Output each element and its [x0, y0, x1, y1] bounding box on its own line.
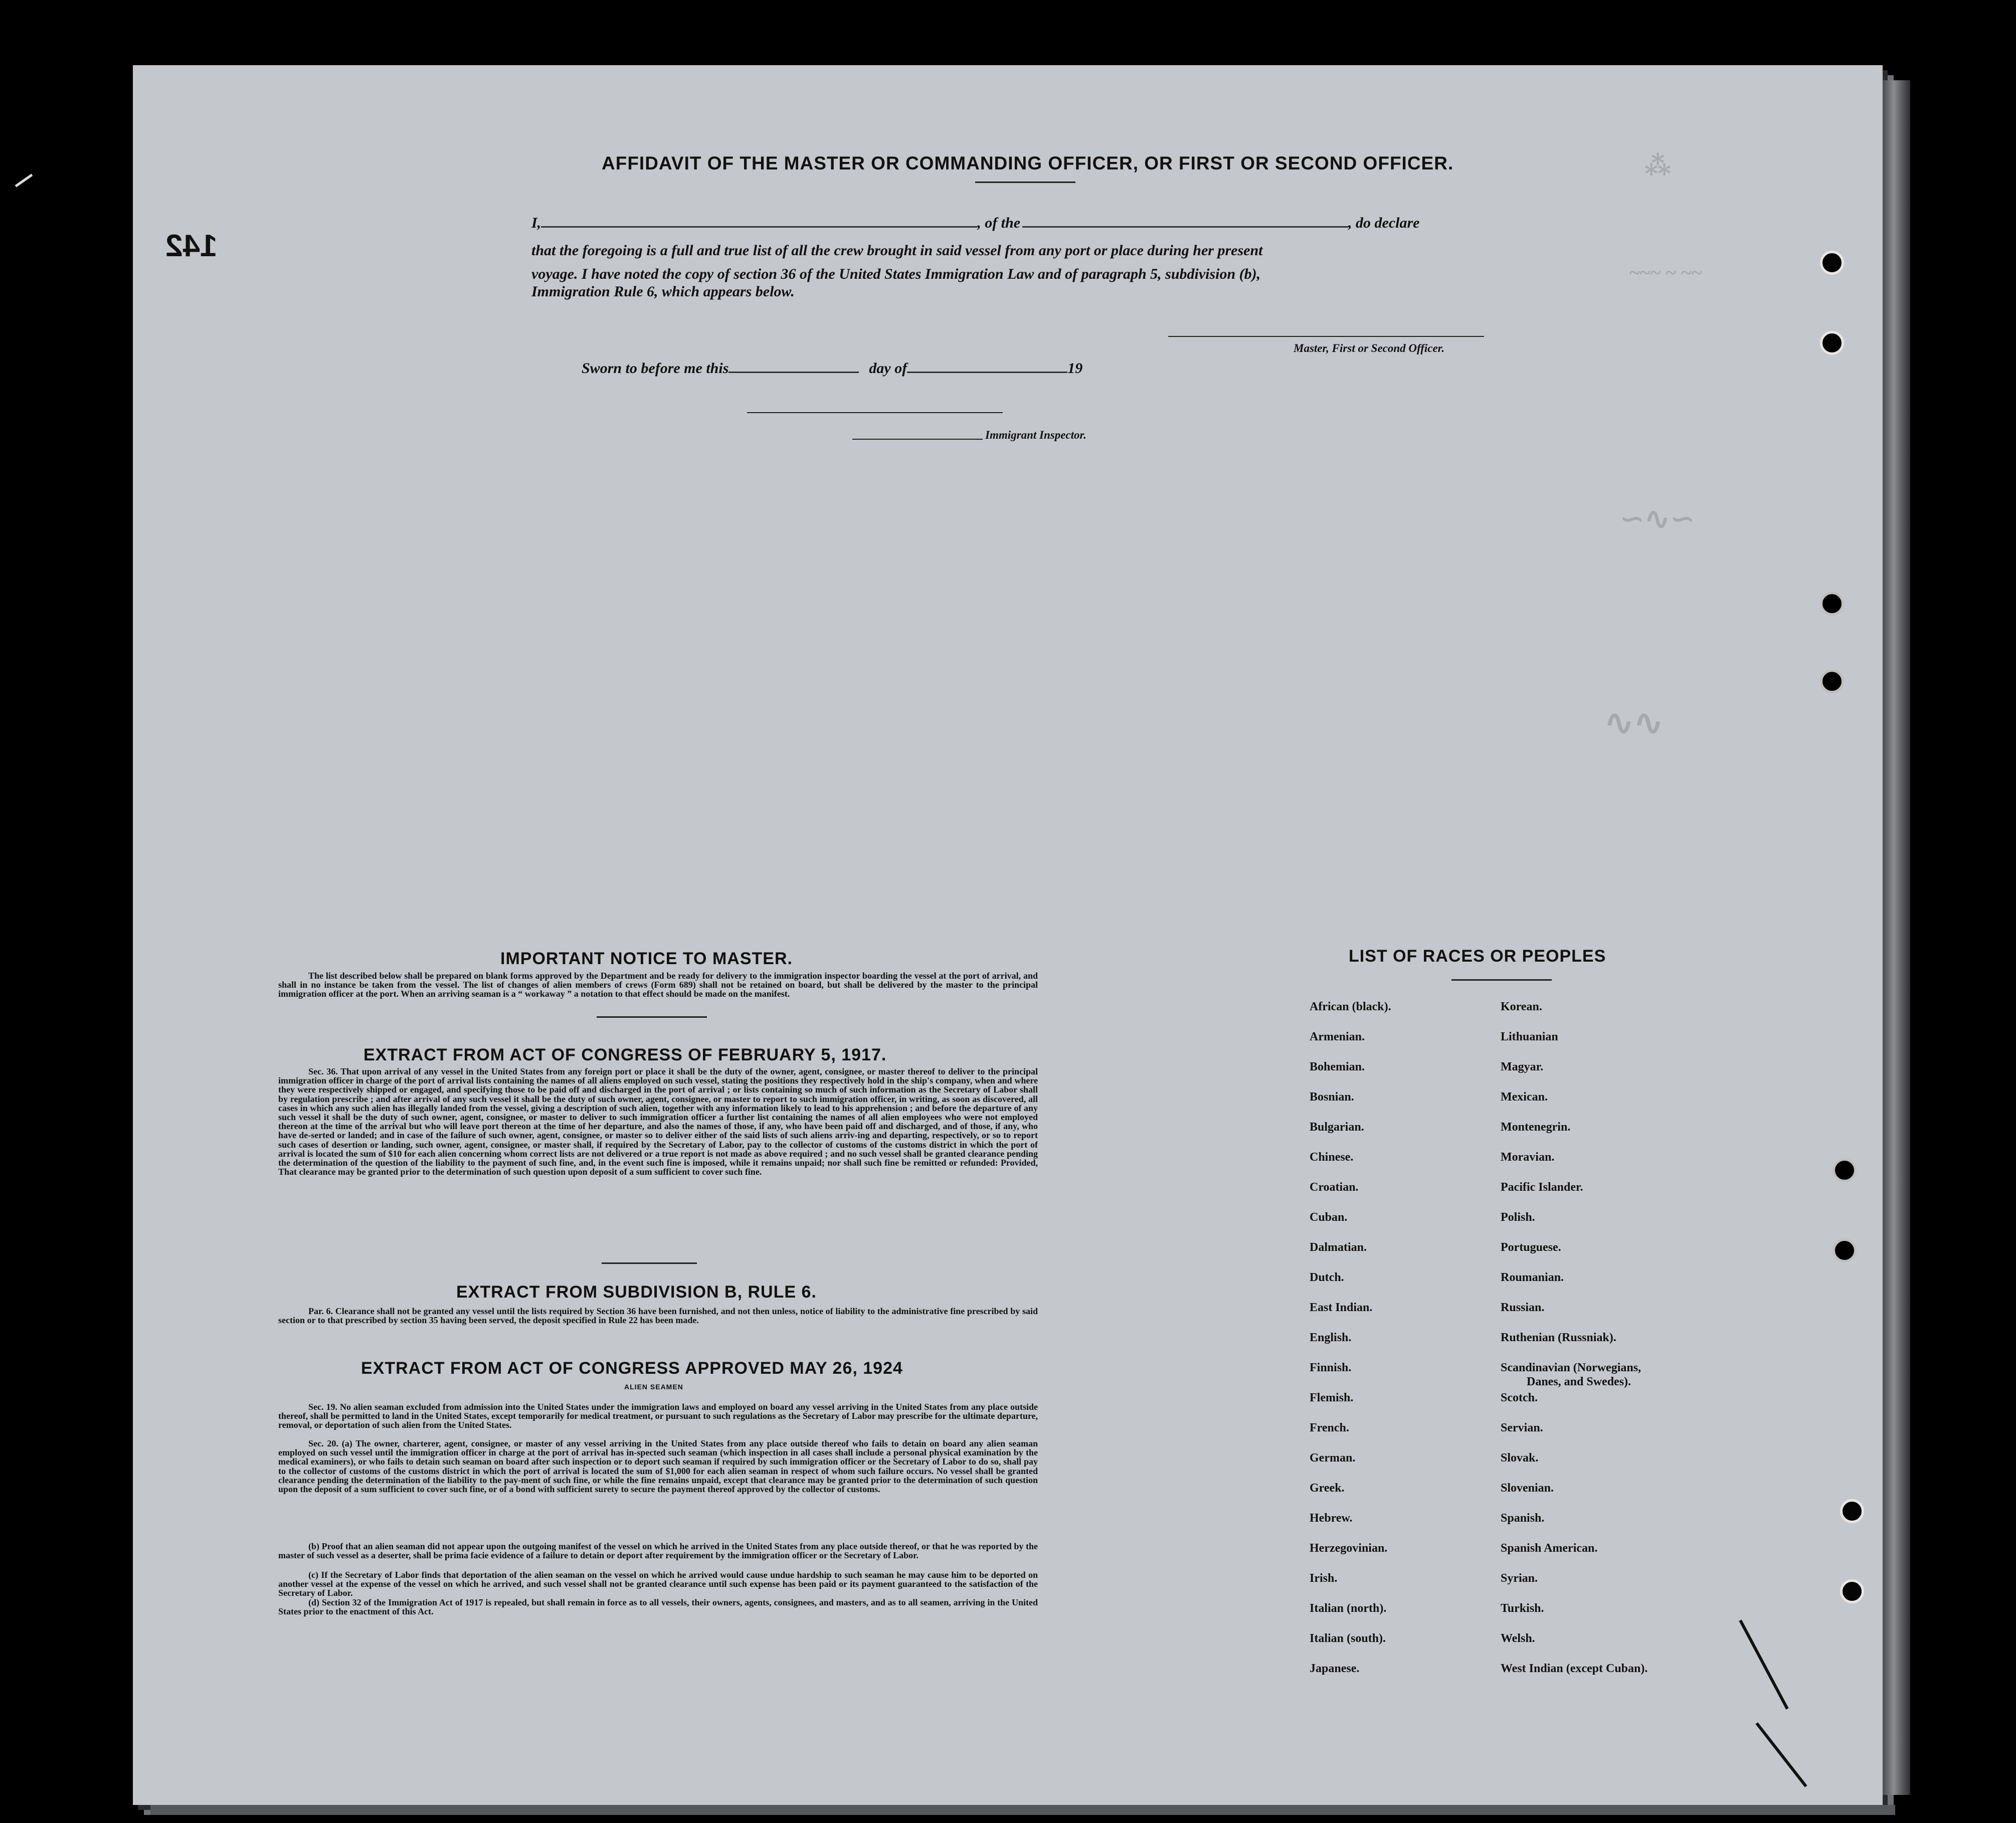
race-item: Irish. [1310, 1572, 1338, 1585]
race-item-cont: Danes, and Swedes). [1527, 1375, 1631, 1388]
punch-hole [1840, 1579, 1864, 1603]
extract-1924-sec20b: (b) Proof that an alien seaman did not appear upon the outgoing manifest of the vessel on which he arrived in the United States from any place outside thereof, or that he was reported by the master of such vessel as a deserter, shall be prima facie evidence of a failure to detain or deport after requirement by the immigration officer or the Secretary of Labor. [278, 1541, 1038, 1561]
inspector-label: Immigrant Inspector. [985, 429, 1086, 441]
race-item: Mexican. [1501, 1090, 1548, 1104]
races-title: LIST OF RACES OR PEOPLES [1349, 947, 1606, 966]
race-item: Pacific Islander. [1501, 1181, 1583, 1194]
extract-1924-sec20d: (d) Section 32 of the Immigration Act of 1917 is repealed, but shall remain in force as to all vessels, their owners, agents, consignees, and masters, and as to all seamen, arriving in the United States prior to the enactment of this Act. [278, 1597, 1038, 1617]
race-item-multiline [1501, 1361, 1647, 1391]
title-rule [975, 181, 1075, 183]
race-item: Dalmatian. [1310, 1241, 1367, 1254]
race-item: Turkish. [1501, 1602, 1544, 1615]
race-item: Roumanian. [1501, 1271, 1564, 1284]
page-edge-bottom [150, 1805, 1895, 1815]
race-item: African (black). [1310, 1000, 1391, 1013]
master-signature-line[interactable] [1168, 336, 1484, 337]
master-label: Master, First or Second Officer. [1294, 342, 1445, 354]
notice-rule [597, 1016, 707, 1018]
race-item: Polish. [1501, 1211, 1535, 1224]
declaration-line-4: Immigration Rule 6, which appears below. [531, 283, 795, 300]
race-item: Syrian. [1501, 1572, 1538, 1585]
extract-1924-sec20a: Sec. 20. (a) The owner, charterer, agent, consignee, or master of any vessel arriving in the United States from any place outside thereof who fails to detain on board any alien seaman employed on such vessel until the immigration officer in charge at the port of arrival has in-spected such seaman (which inspection in all cases shall include a personal physical examination by the medical examiners), or who fails to detain such seaman on board after such inspection or to deport such seaman if required by such immigration officer or the Secretary of Labor to do so, shall pay to the collector of customs of the customs district in which the port of arrival is located the sum of $1,000 for each alien seaman in respect of whom such failure occurs. No vessel shall be granted clearance pending the determination of the liability to the pay-ment of such fine, or while the fine remains unpaid, except that clearance may be granted prior to the determination of such question upon the deposit of a sum sufficient to cover such fine, or of a bond with sufficient surety to secure the payment thereof approved by the collector of customs. [278, 1438, 1038, 1495]
race-item: Dutch. [1310, 1271, 1344, 1284]
bleed-through: ⁂ [1644, 152, 1672, 180]
race-item: Slovenian. [1501, 1482, 1554, 1495]
extract-rule6-title: EXTRACT FROM SUBDIVISION B, RULE 6. [456, 1283, 817, 1302]
punch-hole [1840, 1499, 1864, 1523]
vessel-field[interactable] [1022, 226, 1348, 228]
race-item: Moravian. [1501, 1151, 1555, 1164]
races-rule [1451, 979, 1552, 981]
race-item: Bohemian. [1310, 1060, 1365, 1073]
bleed-through: ~~~ ~ ~~ [1629, 261, 1702, 284]
race-item: Greek. [1310, 1482, 1345, 1495]
race-item: Japanese. [1310, 1662, 1360, 1675]
race-item: Bulgarian. [1310, 1121, 1364, 1134]
punch-hole [1832, 1158, 1857, 1182]
punch-hole [1820, 669, 1844, 693]
extract-1924-sec20c: (c) If the Secretary of Labor finds that deportation of the alien seaman on the vessel on which he arrived would cause undue hardship to such seaman he may cause him to be deported on another vessel at the expense of the vessel on which he arrived, and such vessel shall not be granted clearance until such expense has been paid or its payment guaranteed to the satisfaction of the Secretary of Labor. [278, 1570, 1038, 1598]
race-item: Ruthenian (Russniak). [1501, 1331, 1616, 1344]
race-item: Bosnian. [1310, 1090, 1354, 1104]
race-item: English. [1310, 1331, 1352, 1344]
extract-1917-text: Sec. 36. That upon arrival of any vessel in the United States from any foreign port or place it shall be the duty of the owner, agent, consignee, or master thereof to deliver to the principal immigration officer in charge of the port of arrival lists containing the names of all aliens employed on such vessel, stating the positions they respectively hold in the ship's company, when and where they were respectively shipped or engaged, and specifying those to be paid off and discharged in the port of arrival ; or lists containing so much of such information as the Secretary of Labor shall by regulation prescribe ; and after arrival of any such vessel it shall be the duty of such owner, agent, consignee, or master to report to such immigration officer, in writing, as soon as discovered, all cases in which any such alien has illegally landed from the vessel, giving a description of such alien, together with any information likely to lead to his apprehension ; and before the departure of any such vessel it shall be the duty of such owner, agent, consignee, or master to deliver to such immigration officer a further list containing the names of all alien employees who were not employed thereon at the time of the arrival but who will leave port thereon at the time of her departure, and also the names of those, if any, who have been paid off and discharged, and of those, if any, who have de-serted or landed; and in case of the failure of such owner, agent, consignee, or master so to deliver either of the said lists of such aliens arriv-ing and departing, respectively, or so to report such cases of desertion or landing, such owner, agent, consignee, or master shall, if required by the Secretary of Labor, pay to the collector of customs of the customs district in which the port of arrival is located the sum of $10 for each alien concerning whom correct lists are not delivered or a true report is not made as above required ; and no such vessel shall be granted clearance pending the determination of the question of the liability to the payment of such fine, and, in the event such fine is imposed, while it remains unpaid; nor shall such fine be remitted or refunded: Provided, That clearance may be granted prior to the determination of such question upon deposit of a sum sufficient to cover such fine. [278, 1066, 1038, 1177]
extract-1917-title: EXTRACT FROM ACT OF CONGRESS OF FEBRUARY 5, 1917. [363, 1045, 887, 1064]
extract-1924-sec19: Sec. 19. No alien seaman excluded from admission into the United States under the immigration laws and employed on board any vessel arriving in the United States from any place outside thereof, shall be permitted to land in the United States, except temporarily for medical treatment, or pursuant to such regulations as the Secretary of Labor may prescribe for the ultimate departure, removal, or deportation of such alien from the United States. [278, 1402, 1038, 1430]
extract-1924-title: EXTRACT FROM ACT OF CONGRESS APPROVED MAY 26, 1924 [361, 1359, 903, 1378]
race-item: Spanish American. [1501, 1542, 1598, 1555]
race-item: Hebrew. [1310, 1512, 1353, 1525]
declaration-line-2: that the foregoing is a full and true list of all the crew brought in said vessel from any port or place during her present [531, 242, 1263, 259]
race-item: Magyar. [1501, 1060, 1544, 1073]
page-number: 142 [165, 229, 218, 263]
page-edge [1883, 80, 1910, 1795]
race-item: Montenegrin. [1501, 1121, 1571, 1134]
inspector-signature-line[interactable] [747, 412, 1003, 413]
race-item: Croatian. [1310, 1181, 1359, 1194]
punch-hole [1820, 251, 1844, 275]
extract-1924-subtitle: ALIEN SEAMEN [624, 1383, 683, 1391]
race-item: Lithuanian [1501, 1030, 1558, 1043]
race-item: Korean. [1501, 1000, 1542, 1013]
month-field[interactable] [907, 372, 1067, 373]
race-item: Flemish. [1310, 1391, 1354, 1404]
race-item: Italian (north). [1310, 1602, 1387, 1615]
notice-text: The list described below shall be prepared on blank forms approved by the Department and be ready for delivery to the immigration inspector boarding the vessel at the port of arrival, and shall in no instance be taken from the vessel. The list of changes of alien members of crews (Form 689) shall not be retained on board, but shall be delivered by the master to the principal immigration officer at the port. When an arriving seaman is a “ workaway ” a notation to that effect should be made on the manifest. [278, 971, 1038, 999]
races-right-column [1501, 1000, 1647, 1692]
bleed-through: ∿∿ [1604, 704, 1664, 743]
notice-title: IMPORTANT NOTICE TO MASTER. [500, 949, 793, 968]
scratch-mark [15, 173, 33, 187]
name-field[interactable] [541, 226, 977, 228]
race-item: Portuguese. [1501, 1241, 1561, 1254]
race-item: Armenian. [1310, 1030, 1365, 1043]
races-left-column [1310, 1000, 1391, 1692]
extract-1917-rule [602, 1262, 697, 1264]
race-item: Slovak. [1501, 1451, 1539, 1465]
race-item: Finnish. [1310, 1361, 1352, 1374]
race-item: Welsh. [1501, 1632, 1535, 1645]
race-item: Scandinavian (Norwegians, [1501, 1361, 1641, 1374]
race-item: East Indian. [1310, 1301, 1373, 1314]
race-item: Cuban. [1310, 1211, 1348, 1224]
race-item: West Indian (except Cuban). [1501, 1662, 1648, 1675]
affidavit-title: AFFIDAVIT OF THE MASTER OR COMMANDING OFFICER, OR FIRST OR SECOND OFFICER. [602, 153, 1454, 173]
race-item: Russian. [1501, 1301, 1545, 1314]
declaration-line-3: voyage. I have noted the copy of section 36 of the United States Immigration Law and of paragraph 5, subdivision (b), [531, 266, 1261, 282]
race-item: Spanish. [1501, 1512, 1545, 1525]
day-field[interactable] [728, 372, 859, 373]
sworn-line: Sworn to before me this day of 19 [582, 360, 1083, 377]
extract-rule6-text: Par. 6. Clearance shall not be granted any vessel until the lists required by Section 36 have been furnished, and not then unless, notice of liability to the administrative fine prescribed by said section or to that prescribed by section 35 having been served, the deposit specified in Rule 22 has been made. [278, 1306, 1038, 1326]
race-item: Italian (south). [1310, 1632, 1386, 1645]
declaration-line-1: I, , of the , do declare [531, 215, 1420, 231]
punch-hole [1820, 592, 1844, 616]
inspector-short-line [852, 439, 983, 440]
race-item: German. [1310, 1451, 1356, 1465]
punch-hole [1832, 1238, 1857, 1262]
race-item: French. [1310, 1421, 1349, 1434]
race-item: Servian. [1501, 1421, 1543, 1434]
punch-hole [1820, 331, 1844, 355]
race-item: Chinese. [1310, 1151, 1354, 1164]
race-item: Herzegovinian. [1310, 1542, 1388, 1555]
race-item: Scotch. [1501, 1391, 1538, 1404]
bleed-through: ∽∿∽ [1619, 502, 1695, 535]
